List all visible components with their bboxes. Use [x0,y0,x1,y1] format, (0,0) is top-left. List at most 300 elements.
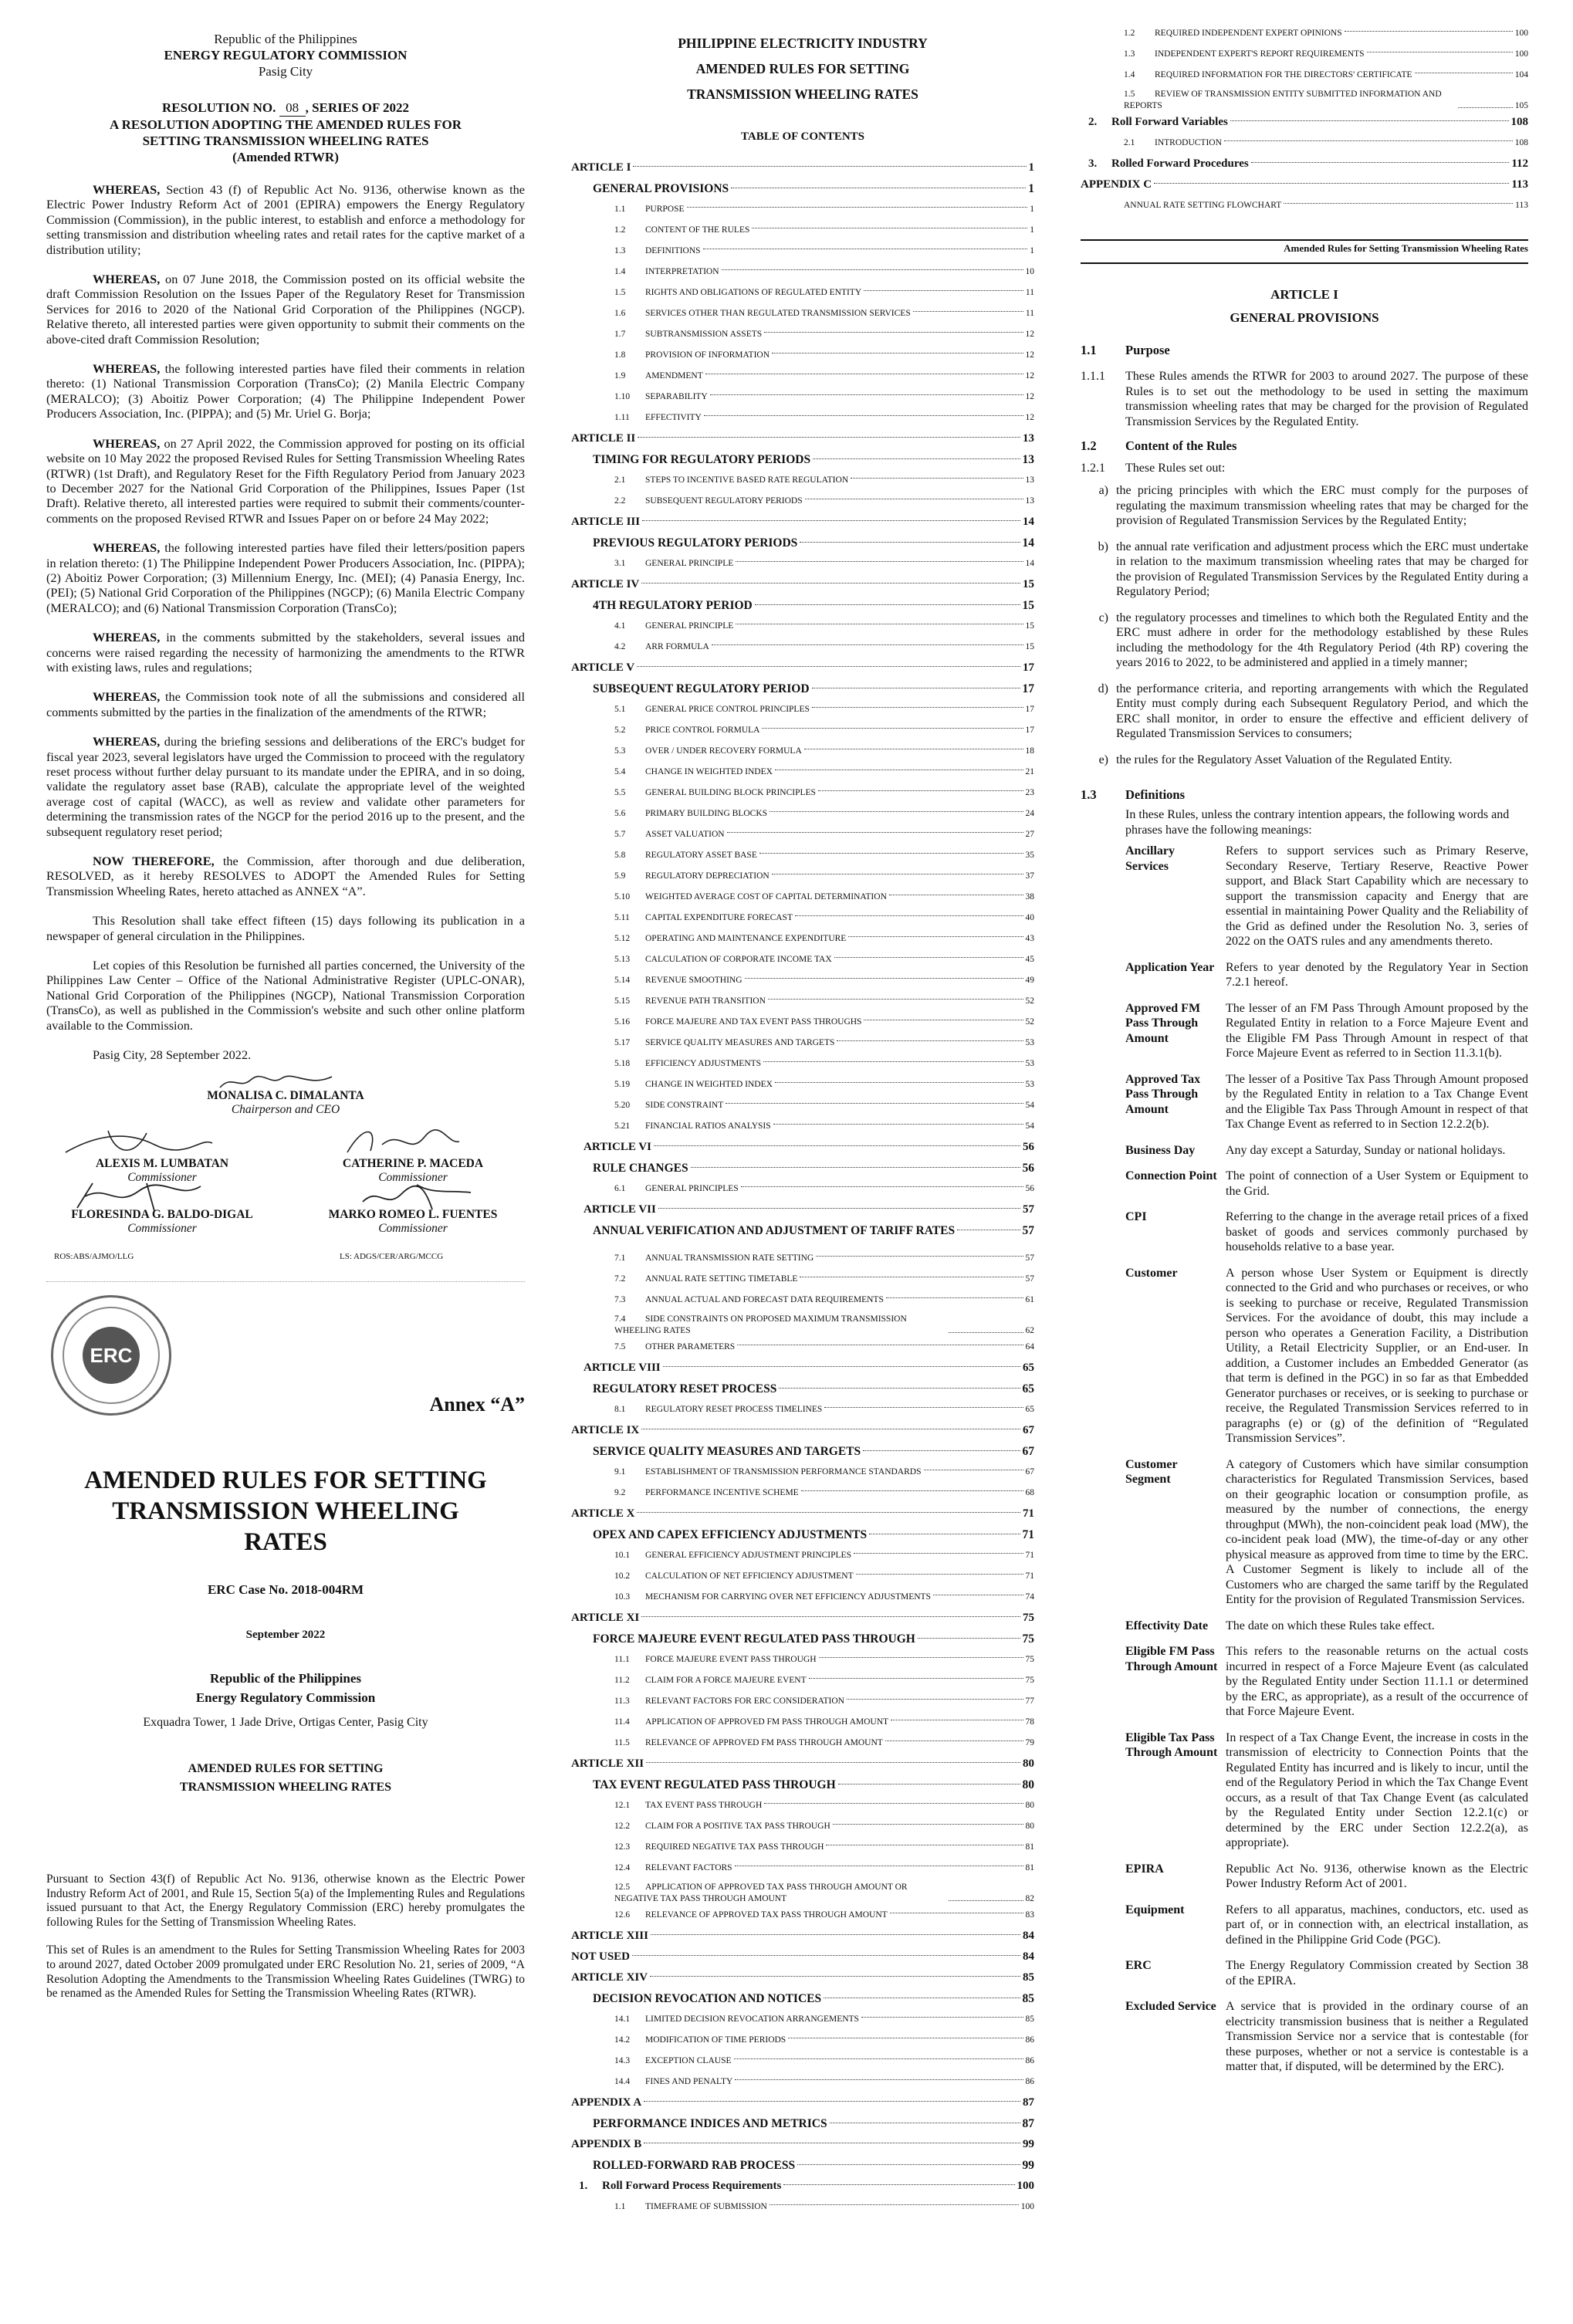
toc-entry[interactable]: 10.2 CALCULATION OF NET EFFICIENCY ADJUSTMENT 71 [571,1566,1034,1587]
initials-left: ROS:ABS/AJMO/LLG [54,1252,134,1262]
toc-entry[interactable]: 1.1 PURPOSE 1 [571,199,1034,220]
toc-leader [813,458,1020,459]
toc-entry-label: REGULATORY RESET PROCESS TIMELINES [645,1405,823,1414]
rules-page [1081,0,1528,2086]
toc-leader [809,1678,1023,1679]
toc-entry-label: SUBSEQUENT REGULATORY PERIOD [593,682,810,695]
toc-entry[interactable]: 10.3 MECHANISM FOR CARRYING OVER NET EFFICIENCY ADJUSTMENTS 74 [571,1587,1034,1608]
toc-entry[interactable]: 5.3 OVER / UNDER RECOVERY FORMULA 18 [571,741,1034,762]
toc-leader [736,561,1023,562]
annex-erc: Energy Regulatory Commission [195,1690,376,1706]
toc-page-number: 61 [1025,1295,1034,1304]
definition-term: Eligible Tax Pass Through Amount [1125,1730,1218,1759]
toc-entry[interactable] [571,1524,1034,1545]
toc-entry-label: ARTICLE XI [571,1612,640,1624]
toc-entry[interactable]: 9.1 ESTABLISHMENT OF TRANSMISSION PERFORMANCE STANDARDS 67 [571,1462,1034,1483]
toc-entry[interactable] [1081,174,1528,195]
list-item: d) the performance criteria, and reporting arrangements with which the Regulated Entity must comply during each Subsequent Regulatory Period, and which the ERC shall monitor, in order to ensure the effective and efficient delivery of Regulated Transmission Services to consumers; [1098,682,1528,740]
toc-entry-label: CAPITAL EXPENDITURE FORECAST [645,913,793,922]
toc-entry-label: GENERAL PROVISIONS [593,182,729,195]
toc-entry[interactable]: 8.1 REGULATORY RESET PROCESS TIMELINES 65 [571,1399,1034,1420]
toc-leader [779,1388,1020,1389]
toc-page-number: 54 [1025,1121,1034,1131]
toc-leader [651,1934,1020,1935]
table-of-contents [571,157,1034,2217]
toc-page-number: 67 [1022,1445,1034,1458]
toc-leader [768,999,1023,1000]
toc-entry[interactable] [571,1967,1034,1988]
toc-entry[interactable] [1081,195,1528,216]
definition-term: CPI [1125,1210,1147,1223]
toc-entry-label: TIMING FOR REGULATORY PERIODS [593,453,811,466]
toc-entry-label: OVER / UNDER RECOVERY FORMULA [645,746,802,756]
toc-entry-label: FORCE MAJEURE AND TAX EVENT PASS THROUGHS [645,1017,862,1027]
toc-entry-label: ARR FORMULA [645,642,709,651]
toc-entry[interactable]: 1.11 EFFECTIVITY 12 [571,408,1034,428]
toc-leader [637,666,1020,667]
toc-page-number: 54 [1025,1101,1034,1110]
toc-page-number: 14 [1025,559,1034,568]
toc-entry[interactable] [571,178,1034,199]
toc-entry[interactable]: 11.1 FORCE MAJEURE EVENT PASS THROUGH 75 [571,1649,1034,1670]
toc-leader [949,1332,1023,1333]
toc-entry-label: REGULATORY ASSET BASE [645,851,757,860]
toc-entry-label: CHANGE IN WEIGHTED INDEX [645,767,773,776]
toc-entry[interactable]: 14.3 EXCEPTION CLAUSE 86 [571,2051,1034,2072]
toc-entry[interactable] [571,1358,1034,1379]
definition-row [1081,1209,1528,1255]
toc-page-number: 75 [1022,1632,1034,1646]
toc-page-number: 84 [1023,1930,1034,1942]
toc-page-number: 75 [1025,1655,1034,1664]
toc-entry-label: SERVICES OTHER THAN REGULATED TRANSMISSION SERVICES [645,309,911,318]
toc-entry[interactable] [571,1988,1034,2009]
toc-entry[interactable]: 5.6 PRIMARY BUILDING BLOCKS 24 [571,803,1034,824]
toc-entry[interactable] [571,449,1034,470]
toc-entry[interactable]: 7.5 OTHER PARAMETERS 64 [571,1337,1034,1358]
toc-page-number: 57 [1025,1253,1034,1263]
toc-entry-label: TAX EVENT REGULATED PASS THROUGH [593,1778,836,1791]
toc-entry-label: REQUIRED NEGATIVE TAX PASS THROUGH [645,1842,824,1852]
whereas-paragraph: WHEREAS, Section 43 (f) of Republic Act No. 9136, otherwise known as the Electric Power Industry Reform Act of 2001 (EPIRA) empowers the Energy Regulatory Commission (Commission), in the public interest, to establish and enforce a methodology for setting transmission and distribution wheeling rates and retail rates for the captive market of a distribution utility; [46,182,525,257]
commissioner-signature-icon [340,1121,463,1160]
toc-entry[interactable]: 5.12 OPERATING AND MAINTENANCE EXPENDITURE 43 [571,929,1034,949]
toc-entry[interactable]: 1.4 REQUIRED INFORMATION FOR THE DIRECTORS' CERTIFICATE 104 [1081,65,1528,86]
definition-row [1081,1619,1528,1634]
clause: 1.2.1 These Rules set out: [1081,462,1226,475]
toc-entry[interactable] [571,678,1034,699]
toc-page-number: 37 [1025,871,1034,881]
commissioner-signature-icon [62,1121,216,1160]
toc-entry[interactable]: 12.4 RELEVANT FACTORS 81 [571,1858,1034,1879]
toc-leader [797,2164,1020,2165]
table-of-contents-continued [1081,23,1528,216]
rules-heading-2: TRANSMISSION WHEELING RATES [179,1781,392,1795]
toc-entry[interactable]: 5.7 ASSET VALUATION 27 [571,824,1034,845]
chair-name: MONALISA C. DIMALANTA [207,1089,364,1103]
toc-entry[interactable] [571,1926,1034,1947]
resolution-number: RESOLUTION NO. 08 , SERIES OF 2022 [161,100,410,115]
toc-entry[interactable]: 14.1 LIMITED DECISION REVOCATION ARRANGEMENTS 85 [571,2009,1034,2030]
toc-leader [722,269,1023,270]
toc-entry-label: PERFORMANCE INCENTIVE SCHEME [645,1488,799,1497]
toc-leader [644,2101,1020,2102]
toc-entry[interactable]: 1.1 TIMEFRAME OF SUBMISSION 100 [571,2197,1034,2217]
toc-entry[interactable] [571,1608,1034,1629]
toc-entry-label: ESTABLISHMENT OF TRANSMISSION PERFORMANCE STANDARDS [645,1467,922,1477]
toc-entry[interactable] [571,1754,1034,1774]
toc-page-number: 17 [1025,726,1034,735]
toc-page-number: 86 [1025,2077,1034,2086]
definition-term: EPIRA [1125,1862,1164,1876]
toc-entry-label: OPEX AND CAPEX EFFICIENCY ADJUSTMENTS [593,1528,868,1541]
toc-page-number: 14 [1022,536,1034,550]
toc-page-number: 56 [1023,1141,1034,1153]
toc-page-number: 53 [1025,1059,1034,1068]
toc-page-number: 15 [1023,578,1034,590]
toc-entry-label: ARTICLE IV [571,578,640,590]
toc-leader [710,394,1023,395]
toc-leader [819,1657,1023,1658]
toc-entry[interactable]: 5.1 GENERAL PRICE CONTROL PRINCIPLES 17 [571,699,1034,720]
toc-entry[interactable] [571,2113,1034,2134]
toc-leader [632,1955,1020,1956]
toc-entry[interactable]: 4.2 ARR FORMULA 15 [571,637,1034,658]
toc-entry[interactable] [571,157,1034,178]
toc-entry[interactable] [571,574,1034,595]
toc-page-number: 65 [1025,1405,1034,1414]
toc-leader [918,1638,1020,1639]
content-list [1081,483,1528,767]
toc-entry[interactable]: 2.1 STEPS TO INCENTIVE BASED RATE REGULATION 13 [571,470,1034,491]
toc-entry[interactable]: 11.3 RELEVANT FACTORS FOR ERC CONSIDERATION 77 [571,1691,1034,1712]
toc-entry-label: TIMEFRAME OF SUBMISSION [645,2202,767,2211]
toc-entry[interactable]: 5.17 SERVICE QUALITY MEASURES AND TARGETS 53 [571,1033,1034,1054]
article-heading: ARTICLE I [1270,287,1338,302]
definition-row [1081,1266,1528,1446]
toc-entry-label: SIDE CONSTRAINTS ON PROPOSED MAXIMUM TRANSMISSION WHEELING RATES [614,1314,907,1335]
section-heading: 1.2 Content of the Rules [1081,438,1237,453]
toc-leader [885,1740,1023,1741]
toc-entry-label: FORCE MAJEURE EVENT REGULATED PASS THROUGH [593,1632,915,1646]
toc-entry[interactable]: 11.5 RELEVANCE OF APPROVED FM PASS THROUGH AMOUNT 79 [571,1733,1034,1754]
toc-page-number: 35 [1025,851,1034,860]
toc-entry-label: Roll Forward Variables [1111,116,1228,128]
toc-leader [1154,183,1509,184]
toc-entry-label: 4TH REGULATORY PERIOD [593,599,753,612]
toc-entry[interactable]: 7.2 ANNUAL RATE SETTING TIMETABLE 57 [571,1269,1034,1290]
toc-leader [812,707,1023,708]
toc-page-number: 11 [1025,288,1034,297]
annex-cover [46,1281,525,1868]
toc-entry[interactable]: 1.3 INDEPENDENT EXPERT'S REPORT REQUIREMENTS 100 [1081,44,1528,65]
toc-entry-label: PURPOSE [645,205,685,214]
toc-leader [775,1082,1023,1083]
toc-page-number: 78 [1025,1717,1034,1727]
toc-leader [772,353,1023,354]
toc-entry[interactable]: 7.4 SIDE CONSTRAINTS ON PROPOSED MAXIMUM TRANSMISSION WHEELING RATES 62 [614,1314,1034,1335]
toc-page-number: 65 [1023,1362,1034,1374]
toc-page-number: 52 [1025,996,1034,1006]
toc-page-number: 17 [1023,661,1034,674]
toc-leader [795,915,1023,916]
toc-page-number: 100 [1020,2202,1034,2211]
whereas-paragraph: WHEREAS, the following interested parties have filed their letters/position papers in relation thereto: (1) The Philippine Independent Power Producers Association, Inc. (PIPPA); (2) Aboitiz Power Corporation; (3) Millennium Energy, Inc. (MEI); (4) Panasia Energy, Inc. (PEI); (5) National Grid Corporation of the Philippines (NGCP); (6) Manila Electric Company (MERALCO); and (6) National Transmission Corporation (TransCo); [46,540,525,615]
toc-page-number: 71 [1022,1528,1034,1541]
definition-term: Application Year [1125,960,1215,974]
toc-entry-label: FINANCIAL RATIOS ANALYSIS [645,1121,771,1131]
toc-page-number: 80 [1025,1822,1034,1831]
commissioner-name: MARKO ROMEO L. FUENTES [328,1208,498,1222]
toc-page-number: 85 [1023,1971,1034,1984]
definition-term: Equipment [1125,1903,1185,1916]
toc-entry[interactable]: 11.2 CLAIM FOR A FORCE MAJEURE EVENT 75 [571,1670,1034,1691]
toc-entry-label: CALCULATION OF NET EFFICIENCY ADJUSTMENT [645,1571,854,1581]
toc-head-1: PHILIPPINE ELECTRICITY INDUSTRY [678,36,928,51]
toc-leader [763,1061,1023,1062]
toc-entry[interactable]: 1.2 CONTENT OF THE RULES 1 [571,220,1034,241]
definition-row [1081,1169,1528,1199]
toc-entry-label: RULE CHANGES [593,1162,688,1175]
toc-entry[interactable]: 5.8 REGULATORY ASSET BASE 35 [571,845,1034,866]
toc-entry-label: ARTICLE II [571,432,636,445]
definition-row [1081,1072,1528,1132]
toc-page-number: 112 [1511,157,1528,170]
toc-leader [837,1040,1023,1041]
toc-entry-label: SUBTRANSMISSION ASSETS [645,330,763,339]
toc-leader [783,2184,1014,2185]
toc-entry[interactable]: 5.16 FORCE MAJEURE AND TAX EVENT PASS THROUGHS 52 [571,1012,1034,1033]
definition-term: Business Day [1125,1143,1196,1157]
toc-entry[interactable]: 1.2 REQUIRED INDEPENDENT EXPERT OPINIONS 100 [1081,23,1528,44]
toc-page-number: 100 [1514,49,1528,59]
toc-entry[interactable]: 1. Roll Forward Process Requirements 100 [571,2176,1034,2197]
toc-title: TABLE OF CONTENTS [740,130,865,143]
toc-entry-label: ARTICLE I [571,161,631,174]
toc-entry[interactable]: 11.4 APPLICATION OF APPROVED FM PASS THROUGH AMOUNT 78 [571,1712,1034,1733]
toc-entry[interactable] [571,533,1034,553]
toc-entry[interactable]: 12.6 RELEVANCE OF APPROVED TAX PASS THROUGH AMOUNT 83 [571,1905,1034,1926]
toc-entry[interactable]: 5.18 EFFICIENCY ADJUSTMENTS 53 [571,1054,1034,1074]
toc-entry[interactable]: 2. Roll Forward Variables 108 [1081,112,1528,133]
toc-page-number: 113 [1511,178,1528,191]
toc-entry[interactable] [571,1774,1034,1795]
toc-page-number: 87 [1023,2096,1034,2109]
toc-entry[interactable]: 5.20 SIDE CONSTRAINT 54 [571,1095,1034,1116]
toc-entry[interactable] [571,1629,1034,1649]
toc-leader [762,728,1023,729]
toc-page-number: 1 [1028,182,1034,195]
toc-entry[interactable] [571,1137,1034,1158]
toc-entry[interactable]: 12.5 APPLICATION OF APPROVED TAX PASS THROUGH AMOUNT OR NEGATIVE TAX PASS THROUGH AMOUNT 82 [614,1883,1034,1903]
toc-entry[interactable]: 7.3 ANNUAL ACTUAL AND FORECAST DATA REQUIREMENTS 61 [571,1290,1034,1311]
toc-entry-label: ARTICLE XIII [571,1930,648,1942]
toc-page-number: 45 [1025,955,1034,964]
definition-text: Referring to the change in the average retail prices of a fixed basket of goods and services commonly purchased by households relative to a base year. [1226,1210,1528,1253]
definition-term: Approved FM Pass Through Amount [1125,1001,1201,1045]
divider [1081,262,1528,264]
toc-entry-label: EFFECTIVITY [645,413,702,422]
toc-entry[interactable]: 12.2 CLAIM FOR A POSITIVE TAX PASS THROUGH 80 [571,1816,1034,1837]
toc-entry[interactable]: 5.11 CAPITAL EXPENDITURE FORECAST 40 [571,908,1034,929]
whereas-paragraph: This Resolution shall take effect fifteen (15) days following its publication in a newspaper of general circulation in the Philippines. [46,913,525,943]
definitions-list [1081,844,1528,2075]
toc-leader [770,811,1023,812]
toc-leader [861,2017,1023,2018]
toc-entry-label: ANNUAL RATE SETTING FLOWCHART [1124,201,1282,210]
toc-entry[interactable]: 3. Rolled Forward Procedures 112 [1081,154,1528,174]
definition-text: Any day except a Saturday, Sunday or national holidays. [1226,1143,1506,1157]
toc-entry[interactable]: 2.2 SUBSEQUENT REGULATORY PERIODS 13 [571,491,1034,512]
toc-page-number: 71 [1023,1507,1034,1520]
toc-entry[interactable]: 6.1 GENERAL PRINCIPLES 56 [571,1179,1034,1199]
toc-page-number: 113 [1515,201,1528,210]
toc-entry[interactable]: 5.10 WEIGHTED AVERAGE COST OF CAPITAL DETERMINATION 38 [571,887,1034,908]
toc-page-number: 100 [1514,29,1528,38]
toc-entry[interactable]: 5.5 GENERAL BUILDING BLOCK PRINCIPLES 23 [571,783,1034,803]
toc-entry-label: GENERAL BUILDING BLOCK PRINCIPLES [645,788,816,797]
toc-leader [854,1553,1023,1554]
toc-entry[interactable]: 14.2 MODIFICATION OF TIME PERIODS 86 [571,2030,1034,2051]
commissioner-role: Commissioner [127,1171,197,1185]
toc-leader [773,1124,1023,1125]
toc-entry[interactable] [571,2134,1034,2155]
definition-term: Connection Point [1125,1169,1217,1182]
toc-leader [642,520,1020,521]
toc-entry[interactable] [571,2155,1034,2176]
toc-page-number: 1 [1030,225,1034,235]
toc-entry[interactable]: 12.3 REQUIRED NEGATIVE TAX PASS THROUGH 81 [571,1837,1034,1858]
definition-text: The Energy Regulatory Commission created by Section 38 of the EPIRA. [1226,1959,1528,1987]
toc-page-number: 99 [1022,2159,1034,2172]
toc-entry[interactable]: 5.21 FINANCIAL RATIOS ANALYSIS 54 [571,1116,1034,1137]
toc-entry[interactable]: 7.1 ANNUAL TRANSMISSION RATE SETTING 57 [571,1248,1034,1269]
toc-entry-label: DECISION REVOCATION AND NOTICES [593,1992,822,2005]
toc-entry-label: CALCULATION OF CORPORATE INCOME TAX [645,955,832,964]
definition-term: Customer Segment [1125,1457,1178,1486]
toc-page-number: 12 [1025,350,1034,360]
toc-leader [735,2079,1023,2080]
toc-entry-label: OPERATING AND MAINTENANCE EXPENDITURE [645,934,847,943]
toc-entry[interactable]: 12.1 TAX EVENT PASS THROUGH 80 [571,1795,1034,1816]
toc-entry[interactable]: 14.4 FINES AND PENALTY 86 [571,2072,1034,2092]
toc-entry[interactable]: 4.1 GENERAL PRINCIPLE 15 [571,616,1034,637]
toc-page-number: 65 [1022,1382,1034,1395]
toc-page-number: 13 [1025,475,1034,485]
toc-entry[interactable] [571,512,1034,533]
toc-page-number: 79 [1025,1738,1034,1747]
toc-entry[interactable] [571,1199,1034,1220]
toc-entry-label: RELEVANCE OF APPROVED FM PASS THROUGH AMOUNT [645,1738,883,1747]
toc-entry[interactable] [571,1504,1034,1524]
toc-entry[interactable] [571,595,1034,616]
toc-entry-label: REQUIRED INFORMATION FOR THE DIRECTORS' CERTIFICATE [1155,70,1412,79]
toc-entry[interactable]: 1.5 RIGHTS AND OBLIGATIONS OF REGULATED ENTITY 11 [571,282,1034,303]
toc-entry[interactable] [571,1158,1034,1179]
definition-text: A category of Customers which have similar consumption characteristics for Regulated Transmission Services, based on their geographic location or consumption profile, as measured by the number of connections, the energy throughput (MWh), the non-coincident peak load (MW), the co-incident peak load (MW), the time-of-day or any other physical measure as approved from time to time by the ERC. A Customer Segment is likely to include all of the Customers who are charged the same tariff by the Regulated Entity for the provision of Regulated Transmission Services. [1226,1457,1528,1606]
toc-entry[interactable] [571,1441,1034,1462]
toc-entry-label: APPENDIX C [1081,178,1152,191]
toc-entry[interactable]: 5.15 REVENUE PATH TRANSITION 52 [571,991,1034,1012]
toc-entry[interactable]: 1.9 AMENDMENT 12 [571,366,1034,387]
toc-entry[interactable]: 1.6 SERVICES OTHER THAN REGULATED TRANSMISSION SERVICES 11 [571,303,1034,324]
list-item: e) the rules for the Regulatory Asset Valuation of the Regulated Entity. [1098,753,1453,766]
toc-entry[interactable]: 5.9 REGULATORY DEPRECIATION 37 [571,866,1034,887]
toc-entry[interactable]: 1.3 DEFINITIONS 1 [571,241,1034,262]
toc-page-number: 67 [1023,1424,1034,1436]
definition-text: The date on which these Rules take effect. [1226,1619,1435,1632]
toc-entry[interactable] [571,1947,1034,1967]
toc-leader [654,1145,1020,1146]
toc-leader [641,1616,1020,1617]
toc-page-number: 80 [1023,1757,1034,1770]
toc-entry[interactable] [571,1379,1034,1399]
toc-entry[interactable]: 1.10 SEPARABILITY 12 [571,387,1034,408]
date-line: Pasig City, 28 September 2022. [93,1047,252,1063]
initials-right: LS: ADGS/CER/ARG/MCCG [340,1252,444,1262]
definition-text: In respect of a Tax Change Event, the increase in costs in the transmission of electricity to Connection Points that the Regulated Entity has incurred and is likely to incur, until the end of the Regulatory Period in which the Tax Change Event occurs, as a result of that Tax Change Event (as calculated by the Regulated Entity under Section 12.2.1(c) or determined by the ERC under Section 12.2.2(a), as appropriate). [1226,1730,1528,1849]
toc-entry[interactable]: 5.2 PRICE CONTROL FORMULA 17 [571,720,1034,741]
toc-entry-label: RELEVANT FACTORS [645,1863,732,1872]
toc-entry-label: REGULATORY RESET PROCESS [593,1382,777,1395]
toc-entry-label: APPENDIX B [571,2138,642,2150]
toc-entry[interactable]: 2.1 INTRODUCTION 108 [1081,133,1528,154]
definition-text: Republic Act No. 9136, otherwise known as the Electric Power Industry Reform Act of 2001. [1226,1862,1528,1890]
list-item: a) the pricing principles with which the ERC must comply for the purposes of regulating the maximum transmission wheeling rates that may be charged for the provision of Regulated Transmission Services by the Regulated Entity; [1098,484,1528,527]
toc-page-number: 13 [1022,453,1034,466]
toc-entry-label: MECHANISM FOR CARRYING OVER NET EFFICIENCY ADJUSTMENTS [645,1592,931,1602]
toc-entry[interactable]: 1.7 SUBTRANSMISSION ASSETS 12 [571,324,1034,345]
toc-leader [833,1824,1023,1825]
toc-leader [834,957,1023,958]
toc-entry-label: EFFICIENCY ADJUSTMENTS [645,1059,762,1068]
toc-page-number: 12 [1025,330,1034,339]
toc-entry[interactable] [571,1220,1034,1248]
toc-page-number: 1 [1030,205,1034,214]
definition-term: Eligible FM Pass Through Amount [1125,1645,1218,1673]
definition-term: Customer [1125,1266,1178,1280]
toc-entry[interactable]: 1.5 REVIEW OF TRANSMISSION ENTITY SUBMITTED INFORMATION AND REPORTS 105 [1124,90,1528,110]
toc-entry[interactable]: 5.14 REVENUE SMOOTHING 49 [571,970,1034,991]
toc-page-number: 71 [1025,1551,1034,1560]
toc-leader [818,790,1023,791]
toc-entry[interactable]: 5.19 CHANGE IN WEIGHTED INDEX 53 [571,1074,1034,1095]
toc-entry-label: TAX EVENT PASS THROUGH [645,1801,763,1810]
toc-entry[interactable]: 1.8 PROVISION OF INFORMATION 12 [571,345,1034,366]
toc-entry[interactable] [571,2092,1034,2113]
whereas-paragraph: WHEREAS, during the briefing sessions and deliberations of the ERC's budget for fiscal year 2023, several legislators have urged the Commission to proceed with the regulatory reset process without further delay pursuant to its mandate under the EPIRA, and in so doing, validate the regulatory asset base (RAB), calculate the appropriate level of the weighted average cost of capital (WACC), as well as review and validate other parameters for determining the transmission rates of the NGCP for the period 2016 up to the present, and the subsequent regulatory reset period; [46,734,525,839]
city-line: Pasig City [258,64,313,79]
toc-entry[interactable] [571,658,1034,678]
toc-entry[interactable]: 10.1 GENERAL EFFICIENCY ADJUSTMENT PRINCIPLES 71 [571,1545,1034,1566]
toc-entry-label: ANNUAL RATE SETTING TIMETABLE [645,1274,798,1284]
toc-entry[interactable] [571,1420,1034,1441]
toc-entry-label: PERFORMANCE INDICES AND METRICS [593,2117,827,2130]
toc-entry-label: ASSET VALUATION [645,830,725,839]
toc-entry[interactable]: 5.13 CALCULATION OF CORPORATE INCOME TAX 45 [571,949,1034,970]
toc-entry-label: GENERAL PRINCIPLE [645,559,734,568]
toc-entry[interactable]: 3.1 GENERAL PRINCIPLE 14 [571,553,1034,574]
toc-page-number: 82 [1025,1894,1034,1903]
toc-entry-label: GENERAL EFFICIENCY ADJUSTMENT PRINCIPLES [645,1551,851,1560]
annex-address: Exquadra Tower, 1 Jade Drive, Ortigas Center, Pasig City [143,1716,428,1730]
signature-block [46,1071,525,1252]
toc-entry[interactable]: 5.4 CHANGE IN WEIGHTED INDEX 21 [571,762,1034,783]
toc-entry[interactable]: 1.4 INTERPRETATION 10 [571,262,1034,282]
annex-month: September 2022 [245,1629,326,1642]
toc-entry[interactable]: 9.2 PERFORMANCE INCENTIVE SCHEME 68 [571,1483,1034,1504]
toc-entry[interactable] [571,428,1034,449]
